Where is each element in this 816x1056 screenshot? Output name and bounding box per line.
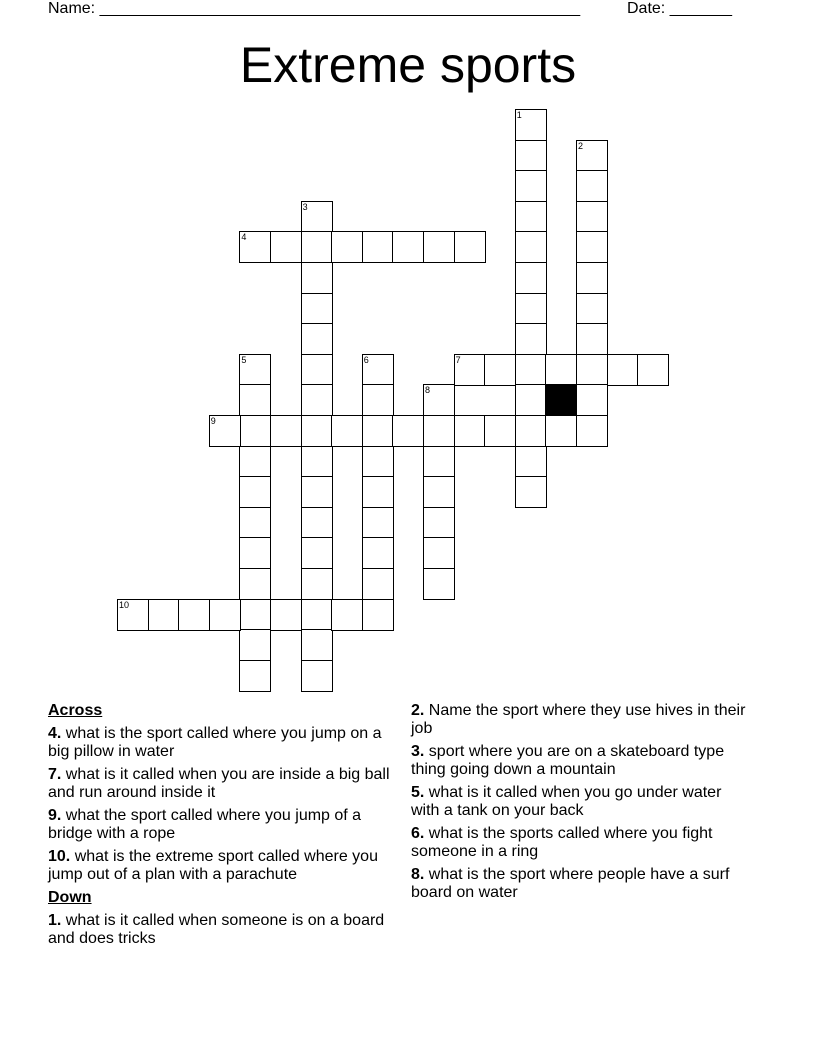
grid-cell[interactable]: [301, 384, 333, 416]
grid-cell[interactable]: [148, 599, 180, 631]
page-title: Extreme sports: [239, 37, 577, 93]
clue-item: [411, 743, 751, 779]
clue-text: what is the extreme sport called where you jump out of a plan with a parachute: [48, 848, 378, 883]
cell-number: 10: [119, 599, 130, 610]
grid-cell[interactable]: [362, 446, 394, 478]
grid-cell[interactable]: [545, 415, 577, 447]
grid-cell[interactable]: [301, 476, 333, 508]
across-heading: Across: [48, 702, 103, 719]
grid-cell[interactable]: [301, 293, 333, 325]
grid-cell[interactable]: [301, 660, 333, 692]
cell-number: 4: [241, 232, 247, 243]
grid-cell[interactable]: [423, 568, 455, 600]
grid-cell[interactable]: [515, 262, 547, 294]
grid-cell[interactable]: [362, 231, 394, 263]
grid-cell[interactable]: [515, 293, 547, 325]
clue-number: 6.: [411, 825, 425, 842]
clue-item: [48, 848, 400, 884]
clue-number: 7.: [48, 766, 62, 783]
cell-number: 8: [425, 385, 431, 396]
cell-number: 5: [241, 354, 247, 365]
grid-cell[interactable]: [239, 476, 271, 508]
grid-cell[interactable]: [423, 231, 455, 263]
grid-block: [545, 384, 577, 416]
clue-item: [48, 725, 400, 761]
grid-cell[interactable]: [515, 476, 547, 508]
name-field: Name: ______________________________________________________: [48, 0, 581, 17]
grid-cell[interactable]: [331, 231, 363, 263]
clue-text: Name the sport where they use hives in their job: [411, 702, 746, 737]
clue-number: 9.: [48, 807, 62, 824]
grid-cell[interactable]: [301, 415, 333, 447]
clue-item: [411, 784, 751, 820]
grid-cell[interactable]: [239, 384, 271, 416]
grid-cell[interactable]: [576, 384, 608, 416]
grid-cell[interactable]: [239, 599, 271, 631]
grid-cell[interactable]: [576, 201, 608, 233]
grid-cell[interactable]: [362, 599, 394, 631]
clue-text: what is the sport where people have a surf board on water: [411, 866, 730, 901]
grid-cell[interactable]: [423, 537, 455, 569]
grid-cell[interactable]: [362, 415, 394, 447]
grid-cell[interactable]: [239, 568, 271, 600]
clue-text: what is it called when someone is on a board and does tricks: [48, 912, 385, 947]
grid-cell[interactable]: [576, 415, 608, 447]
grid-cell[interactable]: [270, 599, 302, 631]
grid-cell[interactable]: [301, 599, 333, 631]
clue-number: 1.: [48, 912, 62, 929]
grid-cell[interactable]: [515, 201, 547, 233]
grid-cell[interactable]: [178, 599, 210, 631]
grid-cell[interactable]: [301, 446, 333, 478]
clue-item: [48, 766, 400, 802]
grid-cell[interactable]: [301, 507, 333, 539]
grid-cell[interactable]: [515, 354, 547, 386]
grid-cell[interactable]: [423, 446, 455, 478]
grid-cell[interactable]: [239, 537, 271, 569]
grid-cell[interactable]: [392, 231, 424, 263]
cell-number: 6: [363, 354, 369, 365]
clue-number: 3.: [411, 743, 425, 760]
clue-text: what is the sport called where you jump on a big pillow in water: [48, 725, 382, 760]
grid-cell[interactable]: [239, 629, 271, 661]
grid-cell[interactable]: [484, 354, 516, 386]
clue-number: 8.: [411, 866, 425, 883]
clue-text: sport where you are on a skateboard type thing going down a mountain: [411, 743, 725, 778]
grid-cell[interactable]: [515, 446, 547, 478]
grid-cell[interactable]: [515, 170, 547, 202]
clue-item: [411, 702, 751, 738]
grid-cell[interactable]: [607, 354, 639, 386]
grid-cell[interactable]: [301, 323, 333, 355]
grid-cell[interactable]: [515, 384, 547, 416]
clue-number: 2.: [411, 702, 425, 719]
grid-cell[interactable]: [209, 599, 241, 631]
cell-number: 1: [516, 110, 522, 120]
grid-cell[interactable]: [484, 415, 516, 447]
grid-cell[interactable]: [423, 415, 455, 447]
grid-cell[interactable]: [301, 231, 333, 263]
grid-cell[interactable]: [362, 476, 394, 508]
clue-item: [48, 807, 400, 843]
grid-cell[interactable]: [239, 446, 271, 478]
grid-cell[interactable]: [301, 354, 333, 386]
grid-cell[interactable]: [301, 568, 333, 600]
grid-cell[interactable]: [515, 323, 547, 355]
grid-cell[interactable]: [545, 354, 577, 386]
grid-cell[interactable]: [576, 262, 608, 294]
grid-cell[interactable]: [239, 660, 271, 692]
grid-cell[interactable]: [454, 415, 486, 447]
grid-cell[interactable]: [331, 415, 363, 447]
grid-cell[interactable]: [576, 170, 608, 202]
cell-number: 7: [455, 354, 461, 365]
grid-cell[interactable]: [362, 384, 394, 416]
cell-number: 9: [210, 416, 216, 426]
grid-cell[interactable]: [270, 231, 302, 263]
clue-item: [411, 866, 751, 902]
grid-cell[interactable]: [576, 323, 608, 355]
clue-number: 10.: [48, 848, 71, 865]
grid-cell[interactable]: [239, 507, 271, 539]
clues-left-column: [48, 702, 400, 953]
clue-item: [411, 825, 751, 861]
grid-cell[interactable]: [331, 599, 363, 631]
clue-text: what is it called when you are inside a big ball and run around inside it: [48, 766, 390, 801]
clue-item: [48, 912, 400, 948]
grid-cell[interactable]: [239, 415, 271, 447]
grid-cell[interactable]: [515, 140, 547, 172]
clue-text: what is the sports called where you fight someone in a ring: [411, 825, 713, 860]
grid-cell[interactable]: [576, 231, 608, 263]
grid-cell[interactable]: [637, 354, 669, 386]
grid-cell[interactable]: [576, 293, 608, 325]
cell-number: 3: [302, 201, 308, 212]
grid-cell[interactable]: [515, 231, 547, 263]
grid-cell[interactable]: [362, 507, 394, 539]
clue-text: what the sport called where you jump of a bridge with a rope: [48, 807, 362, 842]
clue-number: 5.: [411, 784, 425, 801]
date-field: Date: _______: [627, 0, 732, 17]
grid-cell[interactable]: [270, 415, 302, 447]
down-heading: Down: [48, 889, 92, 906]
grid-cell[interactable]: [301, 262, 333, 294]
grid-cell[interactable]: [423, 476, 455, 508]
clue-number: 4.: [48, 725, 62, 742]
grid-cell[interactable]: [362, 568, 394, 600]
grid-cell[interactable]: [392, 415, 424, 447]
grid-cell[interactable]: [576, 354, 608, 386]
grid-cell[interactable]: [454, 231, 486, 263]
clues-right-column: [411, 702, 751, 907]
clue-text: what is it called when you go under water with a tank on your back: [411, 784, 722, 819]
grid-cell[interactable]: [515, 415, 547, 447]
grid-cell[interactable]: [362, 537, 394, 569]
grid-cell[interactable]: [301, 629, 333, 661]
grid-cell[interactable]: [423, 507, 455, 539]
cell-number: 2: [578, 140, 584, 151]
grid-cell[interactable]: [301, 537, 333, 569]
